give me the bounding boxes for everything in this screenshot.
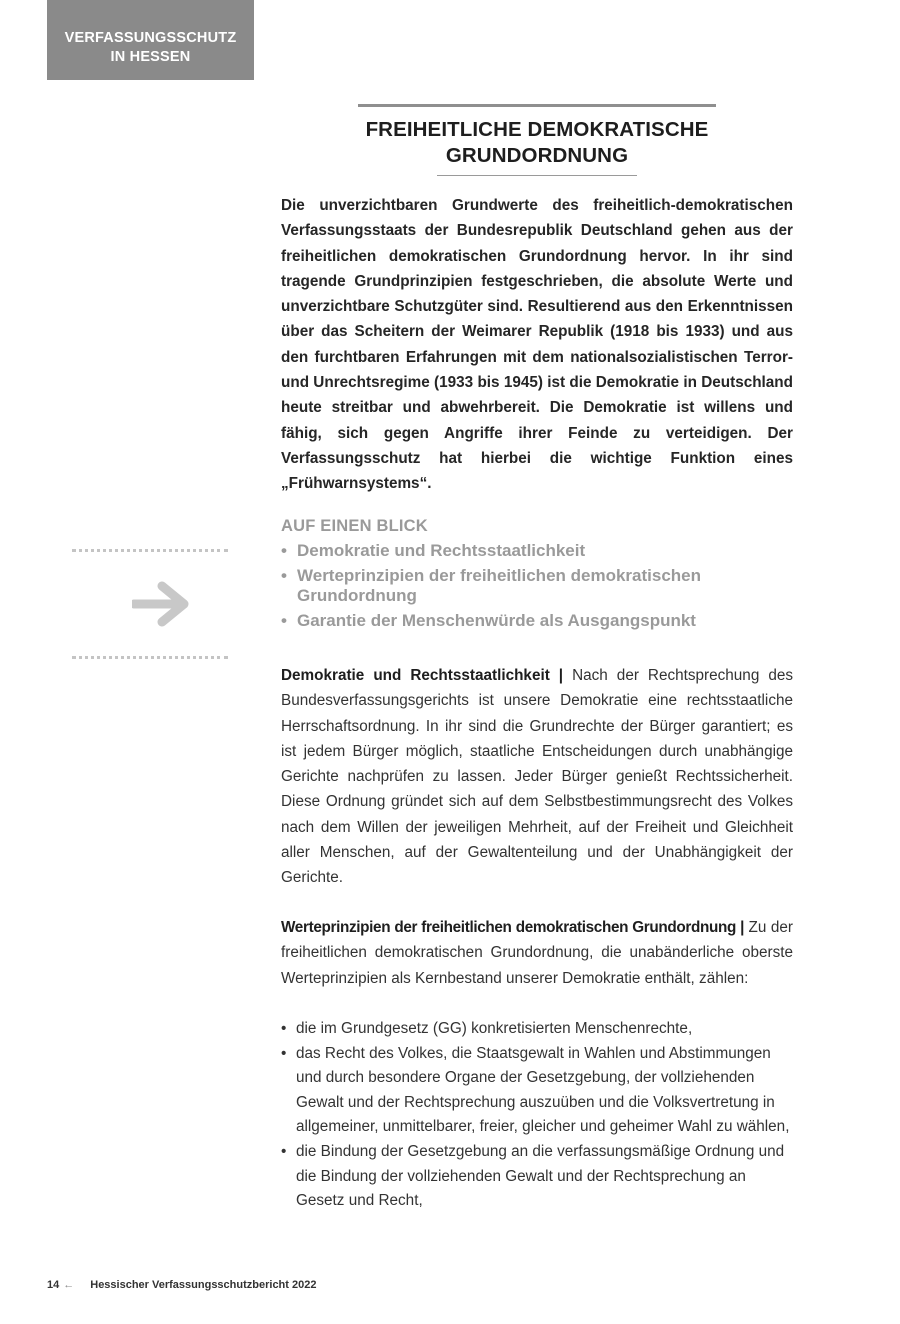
list-item: • das Recht des Volkes, die Staatsgewalt in Wahlen und Abstimmungen und durch besondere Organe der Gesetzgebung, der vollziehenden Gewalt und der Rechtsprechung auszuüben und die Volksvertretung in allgemeiner, unmittelbarer, freier, gleicher und geheimer Wahl zu wählen, (281, 1042, 793, 1140)
page-title-block (358, 104, 716, 176)
page-title-line1: FREIHEITLICHE DEMOKRATISCHE (365, 118, 709, 141)
value-principles-list (281, 1017, 793, 1214)
section-democracy (281, 663, 793, 891)
page-title (358, 117, 716, 169)
title-bottom-rule (437, 175, 637, 176)
section-value-principles-lead: Werteprinzipien der freiheitlichen demokratischen Grundordnung | (281, 919, 745, 936)
list-item: • die im Grundgesetz (GG) konkretisierten Menschenrechte, (281, 1017, 793, 1042)
at-a-glance-heading: AUF EINEN BLICK (281, 517, 428, 535)
title-top-rule (358, 104, 716, 107)
at-a-glance-item: • Demokratie und Rechtsstaatlichkeit (281, 541, 751, 561)
publication-title: Hessischer Verfassungsschutzbericht 2022 (90, 1279, 317, 1291)
at-a-glance-list (281, 541, 751, 636)
page-footer (47, 1279, 316, 1291)
section-democracy-text: Nach der Rechtsprechung des Bundesverfassungsgerichts ist unsere Demokratie eine rechtsstaatliche Herrschaftsordnung. In ihr sind die Grundrechte der Bürger garantiert; es ist jedem Bürger möglich, staatliche Entscheidungen durch unabhängige Gerichte nachprüfen zu lassen. Jeder Bürger genießt Rechtssicherheit. Diese Ordnung gründet sich auf dem Selbstbestimmungsrecht des Volkes nach dem Willen der jeweiligen Mehrheit, auf der Freiheit und Gleichheit aller Menschen, auf der Gewaltenteilung und der Unabhängigkeit der Gerichte. (281, 667, 793, 887)
list-item: • die Bindung der Gesetzgebung an die verfassungsmäßige Ordnung und die Bindung der vollziehenden Gewalt und der Rechtsprechung an Gesetz und Recht, (281, 1140, 793, 1214)
section-value-principles-text: Zu der freiheitlichen demokratischen Grundordnung, die unabänderliche oberste Werteprinzipien als Kernbestand unserer Demokratie enthält, zählen: (281, 919, 793, 987)
section-value-principles (281, 915, 793, 991)
intro-paragraph: Die unverzichtbaren Grundwerte des freiheitlich-demokratischen Verfassungsstaats der Bundesrepublik Deutschland gehen aus der freiheitlichen demokratischen Grundordnung hervor. In ihr sind tragende Grundprinzipien festgeschrieben, die absolute Werte und unverzichtbare Schutzgüter sind. Resultierend aus den Erkenntnissen über das Scheitern der Weimarer Republik (1918 bis 1933) und aus den furchtbaren Erfahrungen mit dem nationalsozialistischen Terror- und Unrechtsregime (1933 bis 1945) ist die Demokratie in Deutschland heute streitbar und abwehrbereit. Die Demokratie ist willens und fähig, sich gegen Angriffe ihrer Feinde zu verteidigen. Der Verfassungsschutz hat hierbei die wichtige Funktion eines „Frühwarnsystems“. (281, 197, 793, 493)
section-tab (47, 0, 254, 80)
page-number: 14 (47, 1279, 60, 1291)
at-a-glance-item: • Werteprinzipien der freiheitlichen demokratischen Grundordnung (281, 566, 751, 606)
section-tab-line2: IN HESSEN (110, 49, 191, 65)
section-tab-line1: VERFASSUNGSSCHUTZ (64, 30, 237, 46)
divider-dots-top (72, 549, 228, 552)
divider-dots-bottom (72, 656, 228, 659)
page-title-line2: GRUNDORDNUNG (445, 144, 629, 167)
arrow-right-icon (132, 580, 194, 628)
section-democracy-lead: Demokratie und Rechtsstaatlichkeit | (281, 667, 564, 684)
back-arrow-icon[interactable]: ← (63, 1279, 75, 1291)
at-a-glance-item: • Garantie der Menschenwürde als Ausgangspunkt (281, 611, 751, 631)
